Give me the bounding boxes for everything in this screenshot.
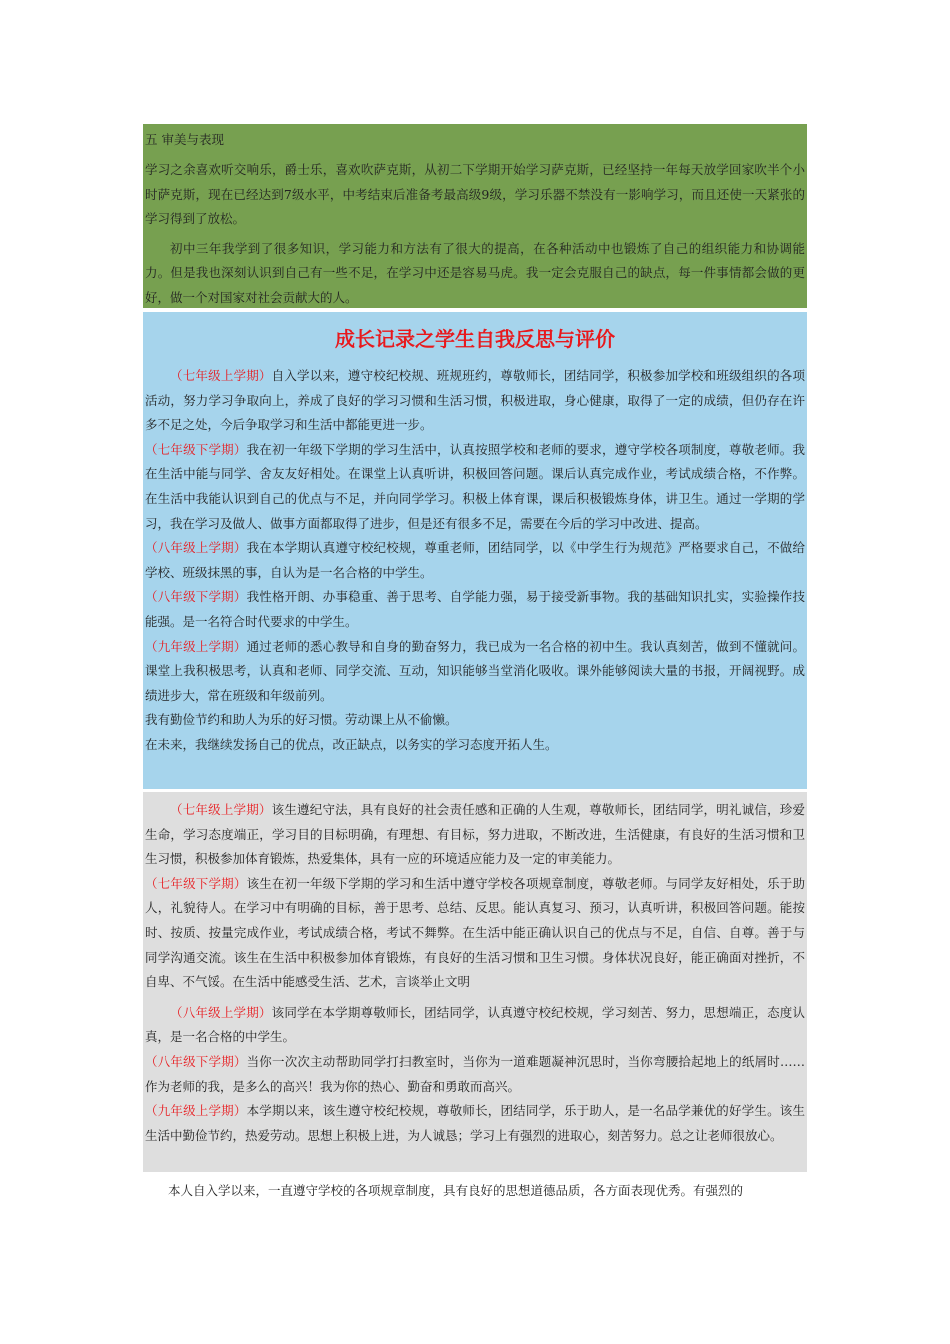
term-label: （九年级上学期） <box>145 1103 247 1119</box>
self-entry <box>145 364 805 438</box>
entry-text: 我在本学期认真遵守校纪校规，尊重老师，团结同学，以《中学生行为规范》严格要求自己，不做给学校、班级抹黑的事，自认为是一名合格的中学生。 <box>145 540 805 580</box>
self-extra-line: 我有勤俭节约和助人为乐的好习惯。劳动课上从不偷懒。 <box>145 712 458 728</box>
term-label: （七年级上学期） <box>170 368 272 383</box>
term-label: （七年级上学期） <box>170 802 272 817</box>
self-entry <box>145 536 805 585</box>
entry-text: 通过老师的悉心教导和自身的勤奋努力，我已成为一名合格的初中生。我认真刻苦，做到不懂就问。课堂上我积极思考，认真和老师、同学交流、互动，知识能够当堂消化吸收。课外能够阅读大量的书报，开阔视野。成绩进步大，常在班级和年级前列。 <box>145 638 805 703</box>
teacher-entry <box>145 872 805 995</box>
teacher-entry <box>145 798 805 872</box>
document-page <box>143 124 807 1172</box>
self-entry <box>145 635 805 709</box>
term-label: （九年级上学期） <box>145 638 247 654</box>
term-label: （八年级上学期） <box>145 540 247 556</box>
term-label: （七年级下学期） <box>145 441 247 457</box>
section-heading: 五 审美与表现 <box>145 132 224 147</box>
entry-text: 自入学以来，遵守校纪校规、班规班约，尊敬师长，团结同学，积极参加学校和班级组织的各项活动，努力学习争取向上，养成了良好的学习习惯和生活习惯，积极进取，身心健康，取得了一定的成绩，但仍存在许多不足之处，今后争取学习和生活中都能更进一步。 <box>145 368 805 433</box>
entry-text: 本学期以来，该生遵守校纪校规，尊敬师长，团结同学，乐于助人，是一名品学兼优的好学生。该生生活中勤俭节约，热爱劳动。思想上积极上进，为人诚恳；学习上有强烈的进取心，刻苦努力。总之让老师很放心。 <box>145 1103 805 1143</box>
entry-text: 该生遵纪守法，具有良好的社会责任感和正确的人生观，尊敬师长，团结同学，明礼诚信，珍爱生命，学习态度端正，学习目的目标明确，有理想、有目标，努力进取，不断改进，生活健康，有良好的生活习惯和卫生习惯，积极参加体育锻炼，热爱集体，具有一应的环境适应能力及一定的审美能力。 <box>145 802 805 867</box>
aesthetics-paragraph-2: 初中三年我学到了很多知识，学习能力和方法有了很大的提高，在各种活动中也锻炼了自己的组织能力和协调能力。但是我也深刻认识到自己有一些不足，在学习中还是容易马虎。我一定会克服自己的缺点，每一件事情都会做的更好，做一个对国家对社会贡献大的人。 <box>145 240 805 305</box>
section-title: 成长记录之学生自我反思与评价 <box>335 327 615 351</box>
self-extra-line: 在未来，我继续发扬自己的优点，改正缺点，以务实的学习态度开拓人生。 <box>145 736 558 752</box>
term-label: （七年级下学期） <box>145 875 247 891</box>
aesthetics-paragraph-1: 学习之余喜欢听交响乐，爵士乐，喜欢吹萨克斯，从初二下学期开始学习萨克斯，已经坚持一年每天放学回家吹半个小时萨克斯，现在已经达到7级水平，中考结束后准备考最高级9级，学习乐器不禁没有一影响学习，而且还使一天紧张的学习得到了放松。 <box>145 162 805 227</box>
entry-text: 我在初一年级下学期的学习生活中，认真按照学校和老师的要求，遵守学校各项制度，尊敬老师。我在生活中能与同学、舍友友好相处。在课堂上认真听讲，积极回答问题。课后认真完成作业，考试成绩合格，不作弊。在生活中我能认识到自己的优点与不足，并向同学学习。积极上体育课，课后积极锻炼身体，讲卫生。通过一学期的学习，我在学习及做人、做事方面都取得了进步，但是还有很多不足，需要在今后的学习中改进、提高。 <box>145 441 805 531</box>
summary-section <box>143 1179 807 1204</box>
self-reflection-section <box>143 312 807 789</box>
entry-text: 我性格开朗、办事稳重、善于思考、自学能力强，易于接受新事物。我的基础知识扎实，实验操作技能强。是一名符合时代要求的中学生。 <box>145 589 805 629</box>
summary-paragraph: 本人自入学以来，一直遵守学校的各项规章制度，具有良好的思想道德品质，各方面表现优秀。有强烈的 <box>168 1183 744 1198</box>
self-entry <box>145 438 805 536</box>
teacher-entry <box>145 1099 805 1148</box>
term-label: （八年级下学期） <box>145 1053 247 1069</box>
teacher-evaluation-section <box>143 792 807 1172</box>
term-label: （八年级上学期） <box>170 1004 272 1020</box>
teacher-entry <box>145 1050 805 1099</box>
aesthetics-section <box>143 124 807 308</box>
teacher-entry <box>145 1001 805 1050</box>
self-entry <box>145 585 805 634</box>
entry-text: 该生在初一年级下学期的学习和生活中遵守学校各项规章制度，尊敬老师。与同学友好相处，乐于助人，礼貌待人。在学习中有明确的目标，善于思考、总结、反思。能认真复习、预习，认真听讲，积极回答问题。能按时、按质、按量完成作业，考试成绩合格，考试不舞弊。在生活中能正确认识自己的优点与不足，自信、自尊。善于与同学沟通交流。该生在生活中积极参加体育锻炼，有良好的生活习惯和卫生习惯。身体状况良好，能正确面对挫折，不自卑、不气馁。在生活中能感受生活、艺术，言谈举止文明 <box>145 875 805 990</box>
entry-text: 当你一次次主动帮助同学打扫教室时，当你为一道难题凝神沉思时，当你弯腰拾起地上的纸屑时……作为老师的我，是多么的高兴！我为你的热心、勤奋和勇敢而高兴。 <box>145 1053 805 1094</box>
entry-text: 该同学在本学期尊敬师长，团结同学，认真遵守校纪校规，学习刻苦、努力，思想端正，态度认真，是一名合格的中学生。 <box>145 1004 805 1045</box>
term-label: （八年级下学期） <box>145 589 247 605</box>
